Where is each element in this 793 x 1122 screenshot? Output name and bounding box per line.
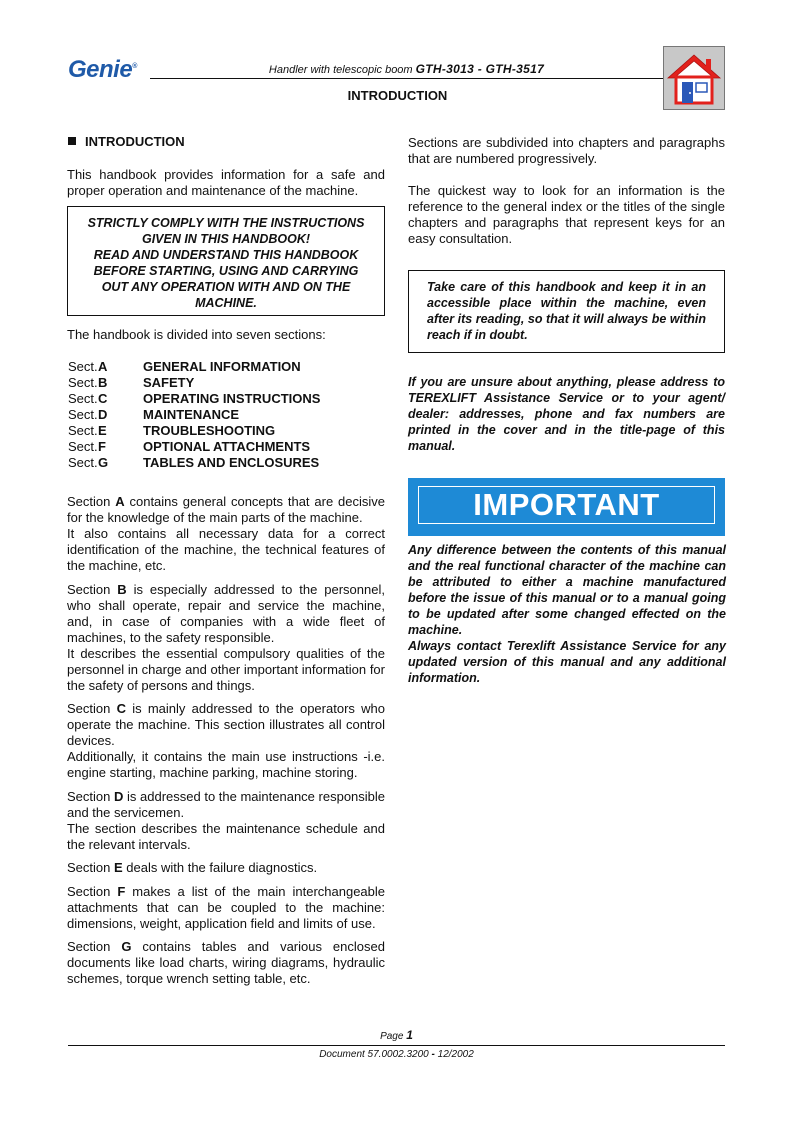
document-title: Handler with telescopic boom GTH-3013 - GTH-3517	[268, 62, 545, 76]
section-list-item: Sect.D MAINTENANCE	[68, 407, 240, 422]
section-b-description: Section B is especially addressed to the personnel, who shall operate, repair and service the machine, and, in case of companies with a wide fleet of machines, to the safety responsible. It describes the essential compulsory qualities of the personnel in charge and other important information for the safety of persons and things.	[67, 582, 385, 693]
intro-paragraph: This handbook provides information for a safe and proper operation and maintenance of the machine.	[67, 167, 385, 198]
section-e-description: Section E deals with the failure diagnostics.	[67, 860, 318, 875]
section-d-description: Section D is addressed to the maintenance responsible and the servicemen. The section describes the maintenance schedule and the relevant intervals.	[67, 789, 386, 852]
section-list-item: Sect.C OPERATING INSTRUCTIONS	[68, 391, 321, 406]
section-c-description: Section C is mainly addressed to the operators who operate the machine. This section illustrates all control devices. Additionally, it contains the main use instructions -i.e. engine starting, machine parking, machine storing.	[67, 701, 385, 780]
section-list-item: Sect.A GENERAL INFORMATION	[68, 359, 301, 374]
footer-rule	[68, 1045, 725, 1046]
quick-lookup-paragraph: The quickest way to look for an information is the reference to the general index or the titles of the single chapters and paragraphs that represent keys for an easy consultation.	[408, 183, 725, 246]
section-list-item: Sect.E TROUBLESHOOTING	[68, 423, 276, 438]
genie-logo: Genie®	[68, 56, 137, 83]
important-banner	[408, 478, 725, 536]
page-number: Page 1	[380, 1028, 413, 1042]
section-g-description: Section G contains tables and various enclosed documents like load charts, wiring diagrams, hydraulic schemes, torque wrench setting table, etc.	[67, 939, 385, 986]
sections-intro: The handbook is divided into seven sections:	[67, 327, 326, 342]
page-title: INTRODUCTION	[347, 88, 448, 103]
section-list-item: Sect.G TABLES AND ENCLOSURES	[68, 455, 320, 470]
important-label: IMPORTANT	[418, 486, 715, 524]
subdivided-paragraph: Sections are subdivided into chapters and paragraphs that are numbered progressively.	[408, 135, 725, 166]
section-list-item: Sect.B SAFETY	[68, 375, 195, 390]
home-button[interactable]	[663, 46, 725, 110]
home-icon	[664, 47, 724, 109]
care-notice-box: Take care of this handbook and keep it in an accessible place within the machine, even after its reading, so that it will always be within reach if in doubt.	[408, 270, 725, 353]
section-a-description: Section A contains general concepts that are decisive for the knowledge of the main parts of the machine. It also contains all necessary data for a correct identification of the machine, the technical features of the machine, etc.	[67, 494, 385, 573]
assistance-notice: If you are unsure about anything, please address to TEREXLIFT Assistance Service or to your agent/ dealer: addresses, phone and fax numbers are printed in the cover and in the title-page of this manual.	[408, 375, 725, 453]
section-heading: INTRODUCTION	[68, 134, 185, 149]
section-f-description: Section F makes a list of the main interchangeable attachments that can be coupled to the machine: dimensions, weight, application field and limits of use.	[67, 884, 386, 931]
bullet-square-icon	[68, 137, 76, 145]
header-rule	[150, 78, 663, 79]
difference-notice: Any difference between the contents of this manual and the real functional character of the machine can be attributed to either a machine manufactured before the issue of this manual or to a manual going to be updated after some changed effected on the machine. Always contact Terexlift Assistance Service for any updated version of this manual and any additional information.	[408, 543, 726, 685]
section-list-item: Sect.F OPTIONAL ATTACHMENTS	[68, 439, 311, 454]
document-reference: Document 57.0002.3200 - 12/2002	[319, 1049, 474, 1060]
warning-box: STRICTLY COMPLY WITH THE INSTRUCTIONS GIVEN IN THIS HANDBOOK! READ AND UNDERSTAND THIS HANDBOOK BEFORE STARTING, USING AND CARRYING OUT ANY OPERATION WITH AND ON THE MACHINE.	[67, 206, 385, 316]
